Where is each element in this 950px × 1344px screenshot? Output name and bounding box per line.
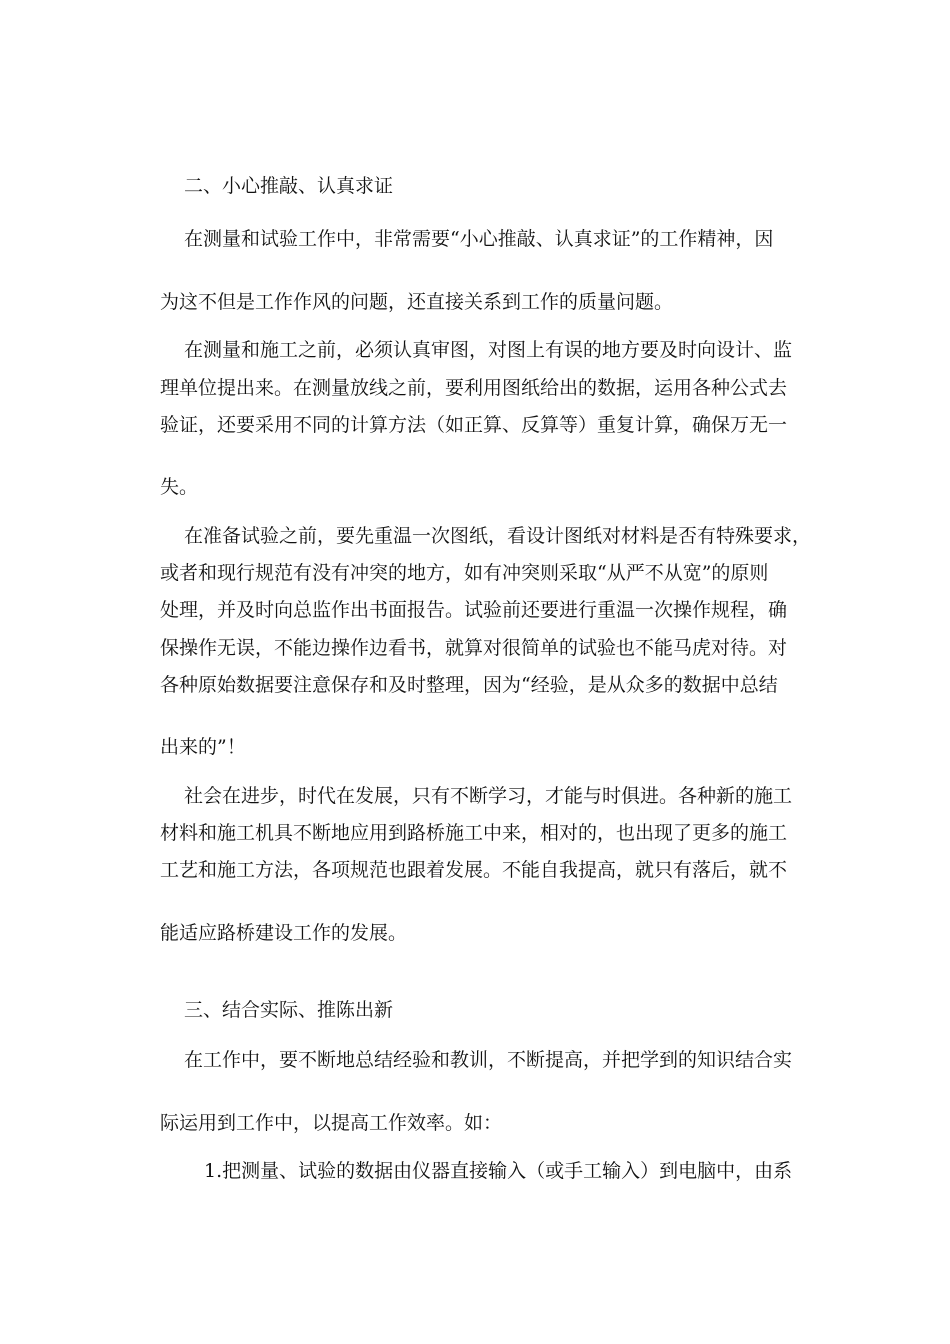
- section-heading-2: 二、小心推敲、认真求证: [184, 175, 394, 197]
- paragraph-line: 际运用到工作中，以提高工作效率。如：: [160, 1112, 503, 1134]
- paragraph-line: 出来的”！: [160, 736, 246, 758]
- paragraph-line: 在测量和施工之前，必须认真审图，对图上有误的地方要及时向设计、监: [184, 339, 793, 361]
- paragraph-line: 在工作中，要不断地总结经验和教训，不断提高，并把学到的知识结合实: [184, 1049, 793, 1071]
- paragraph-line: 在测量和试验工作中，非常需要“小心推敲、认真求证”的工作精神，因: [184, 228, 774, 250]
- paragraph-line: 验证，还要采用不同的计算方法（如正算、反算等）重复计算，确保万无一: [160, 414, 788, 436]
- paragraph-line: 理单位提出来。在测量放线之前，要利用图纸给出的数据，运用各种公式去: [160, 377, 788, 399]
- paragraph-line: 工艺和施工方法，各项规范也跟着发展。不能自我提高，就只有落后，就不: [160, 859, 788, 881]
- paragraph-line: 失。: [160, 476, 199, 498]
- section-heading-3: 三、结合实际、推陈出新: [184, 999, 394, 1021]
- paragraph-line: 社会在进步，时代在发展，只有不断学习，才能与时俱进。各种新的施工: [184, 785, 793, 807]
- paragraph-line: 保操作无误，不能边操作边看书，就算对很简单的试验也不能马虎对待。对: [160, 637, 788, 659]
- paragraph-line: 能适应路桥建设工作的发展。: [160, 922, 408, 944]
- paragraph-line: 各种原始数据要注意保存和及时整理，因为“经验，是从众多的数据中总结: [160, 674, 778, 696]
- paragraph-line: 或者和现行规范有没有冲突的地方，如有冲突则采取“从严不从宽”的原则: [160, 562, 769, 584]
- paragraph-line: 为这不但是工作作风的问题，还直接关系到工作的质量问题。: [160, 291, 674, 313]
- paragraph-line: 材料和施工机具不断地应用到路桥施工中来，相对的，也出现了更多的施工: [160, 822, 788, 844]
- paragraph-line: 处理，并及时向总监作出书面报告。试验前还要进行重温一次操作规程，确: [160, 599, 788, 621]
- list-item: 1.把测量、试验的数据由仪器直接输入（或手工输入）到电脑中，由系: [204, 1160, 793, 1182]
- paragraph-line: 在准备试验之前，要先重温一次图纸，看设计图纸对材料是否有特殊要求，: [184, 525, 812, 547]
